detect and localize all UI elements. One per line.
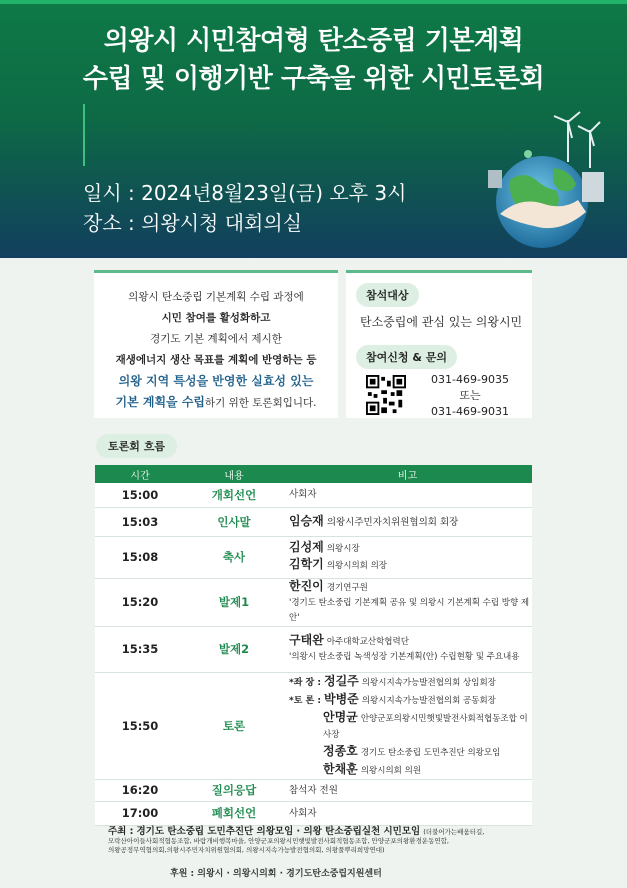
speaker-line	[289, 633, 532, 650]
host-members-c: 의왕공정무역협의회,의왕시주민자치위원협의회, 의왕시지속가능발전협의회, 의왕풀뿌리희망연대)	[108, 845, 385, 854]
speaker-role: 경기도 탄소중립 도민추진단 의왕모임	[360, 747, 501, 758]
table-row	[95, 626, 532, 672]
speaker-role: 아주대학교산학협력단	[326, 637, 409, 647]
speaker-role: 안양군포의왕시민햇빛발전사회적협동조합 이사장	[323, 713, 528, 740]
qr-code-icon[interactable]	[366, 375, 406, 415]
speaker-role: 의왕시장	[326, 544, 360, 554]
panel-line	[289, 691, 532, 709]
row-session: 질의응답	[185, 779, 283, 801]
row-note: 사회자	[283, 483, 532, 507]
title-line-1: 의왕시 시민참여형 탄소중립 기본계획	[103, 26, 524, 56]
speaker-name: 임승재	[289, 513, 324, 528]
table-row	[95, 801, 532, 825]
row-note	[283, 626, 532, 672]
host-label: 주최 :	[108, 826, 134, 837]
table-row	[95, 779, 532, 801]
speaker-name: 정종호	[323, 743, 358, 758]
table-row	[95, 672, 532, 779]
event-info	[83, 178, 406, 238]
row-session: 발제2	[185, 626, 283, 672]
flow-label: 토론회 흐름	[96, 434, 177, 458]
intro-line-6	[94, 392, 338, 414]
row-time: 15:20	[95, 578, 185, 626]
row-note	[283, 536, 532, 578]
header-note: 비고	[283, 465, 532, 483]
host-info	[108, 826, 528, 854]
chair-line	[289, 673, 532, 691]
speaker-name: 김학기	[289, 557, 324, 571]
phone-1[interactable]: 031-469-9035	[431, 373, 509, 386]
contact-label: 참여신청 & 문의	[356, 345, 457, 369]
speaker-name: 정길주	[324, 673, 359, 688]
presentation-title: '의왕시 탄소중립 녹색성장 기본계획(안) 수립현황 및 주요내용	[289, 652, 520, 662]
speaker-name: 박병준	[324, 691, 359, 706]
row-note	[283, 578, 532, 626]
intro-line-4: 재생에너지 생산 목표를 계획에 반영하는 등	[115, 354, 317, 366]
host-orgs: 경기도 탄소중립 도민추진단 의왕모임 · 의왕 탄소중립실천 시민모임	[136, 826, 421, 837]
presentation-title: '경기도 탄소중립 기본계획 공유 및 의왕시 기본계획 수립 방향 제안'	[289, 597, 530, 623]
event-place: 장소 : 의왕시청 대회의실	[83, 211, 303, 235]
row-session: 토론	[185, 672, 283, 779]
table-row	[95, 507, 532, 536]
phone-2[interactable]: 031-469-9031	[431, 405, 509, 418]
speaker-line	[289, 557, 532, 574]
panel-line	[289, 761, 532, 779]
speaker-name: 김성제	[289, 540, 324, 554]
host-members-b: 모락산아이들사회적협동조합, 바람개비행복마을, 안양군포의왕시민햇빛발전사회적협동조합, 안양군포의왕환경운동연합,	[108, 837, 449, 845]
intro-line-3: 경기도 기본 계획에서 제시한	[150, 333, 282, 345]
intro-line-6-highlight: 기본 계획을 수립	[115, 395, 206, 409]
contact-phones	[418, 372, 522, 420]
row-note	[283, 507, 532, 536]
speaker-name: 한채훈	[323, 761, 358, 776]
event-date: 일시 : 2024년8월23일(금) 오후 3시	[83, 181, 407, 205]
table-row	[95, 578, 532, 626]
globe-hands-illustration	[470, 110, 620, 250]
info-card	[346, 270, 532, 418]
panel-line	[289, 743, 532, 761]
intro-line-2: 시민 참여를 활성화하고	[161, 312, 271, 324]
row-session: 발제1	[185, 578, 283, 626]
row-time: 15:35	[95, 626, 185, 672]
intro-line-5: 의왕 지역 특성을 반영한 실효성 있는	[118, 374, 314, 388]
header-time: 시간	[95, 465, 185, 483]
vertical-divider	[83, 104, 85, 166]
top-accent-bar	[0, 0, 627, 4]
row-note: 참석자 전원	[283, 779, 532, 801]
speaker-name: 안명균	[323, 709, 358, 724]
row-time: 15:00	[95, 483, 185, 507]
host-members-a: (더불어가는배움터길,	[423, 828, 485, 836]
table-row	[95, 536, 532, 578]
row-time: 15:50	[95, 672, 185, 779]
chair-prefix: *좌 장 :	[289, 677, 321, 688]
row-session: 축사	[185, 536, 283, 578]
panel-prefix: *토 론 :	[289, 695, 321, 706]
speaker-role: 의왕시주민자치위원협의회 회장	[326, 516, 459, 528]
speaker-role: 의왕시의회 의원	[360, 765, 421, 776]
row-session: 개회선언	[185, 483, 283, 507]
header-session: 내용	[185, 465, 283, 483]
table-header-row	[95, 465, 532, 483]
speaker-role: 의왕시지속가능발전협의회 상임회장	[361, 677, 496, 688]
target-text: 탄소중립에 관심 있는 의왕시민	[360, 315, 523, 329]
intro-line-6-rest: 하기 위한 토론회입니다.	[205, 397, 317, 409]
target-label: 참석대상	[356, 283, 419, 307]
title-line-2: 수립 및 이행기반 구축을 위한 시민토론회	[82, 64, 545, 94]
row-time: 15:03	[95, 507, 185, 536]
schedule-table	[95, 465, 532, 826]
row-time: 15:08	[95, 536, 185, 578]
row-time: 16:20	[95, 779, 185, 801]
table-row	[95, 483, 532, 507]
phone-or: 또는	[459, 389, 481, 402]
speaker-name: 구태완	[289, 633, 324, 647]
row-note	[283, 672, 532, 779]
intro-line-1: 의왕시 탄소중립 기본계획 수립 과정에	[128, 291, 304, 303]
speaker-name: 한진이	[289, 578, 324, 593]
speaker-role: 의왕시의회 의장	[326, 561, 387, 571]
row-time: 17:00	[95, 801, 185, 825]
row-session: 폐회선언	[185, 801, 283, 825]
row-note: 사회자	[283, 801, 532, 825]
speaker-line	[289, 540, 532, 557]
support-info: 후원 : 의왕시 · 의왕시의회 · 경기도탄소중립지원센터	[170, 869, 382, 879]
intro-card	[94, 270, 338, 418]
speaker-line	[289, 579, 532, 596]
header-banner	[0, 0, 627, 258]
panel-line	[289, 709, 532, 743]
speaker-role: 경기연구원	[326, 582, 368, 593]
speaker-role: 의왕시지속가능발전협의회 공동회장	[361, 695, 496, 706]
row-session: 인사말	[185, 507, 283, 536]
page-title	[0, 22, 627, 98]
